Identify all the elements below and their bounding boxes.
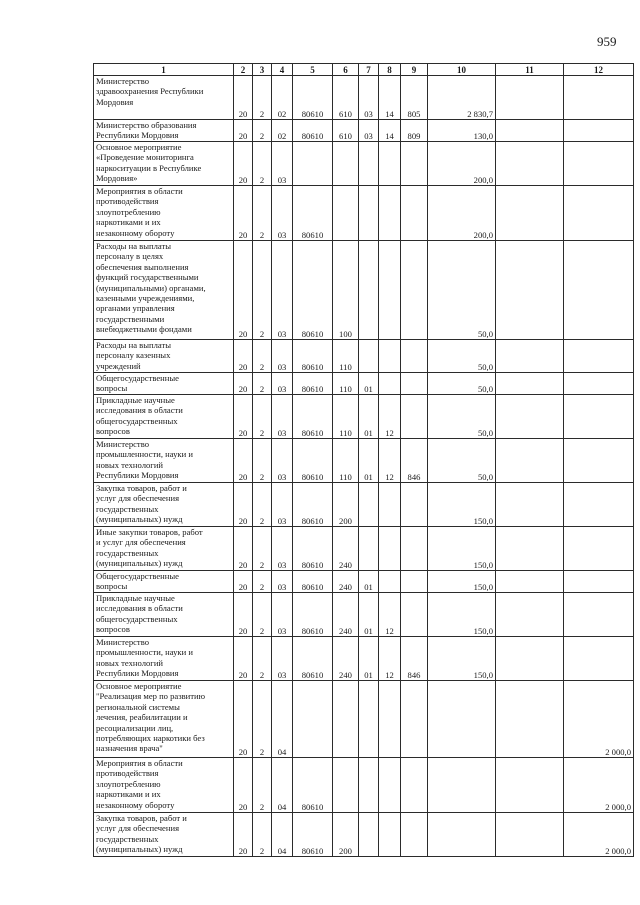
code-cell: 80610 (293, 186, 333, 241)
amount-cell (496, 527, 564, 571)
code-cell (401, 571, 428, 593)
code-cell (379, 758, 401, 813)
code-cell (379, 681, 401, 758)
code-cell (401, 186, 428, 241)
code-cell: 80610 (293, 120, 333, 142)
amount-cell (564, 142, 634, 186)
budget-table (93, 63, 634, 857)
code-cell: 03 (272, 593, 293, 637)
row-name-cell: Мероприятия в области противодействия злоупотреблению наркотиками и их незаконному обороту (94, 758, 234, 813)
code-cell: 20 (234, 439, 253, 483)
code-cell: 01 (359, 593, 379, 637)
code-cell (359, 241, 379, 340)
code-cell: 01 (359, 439, 379, 483)
code-cell: 03 (359, 76, 379, 120)
code-cell (401, 241, 428, 340)
table-row (94, 527, 634, 571)
code-cell (401, 142, 428, 186)
code-cell: 04 (272, 758, 293, 813)
code-cell (379, 373, 401, 395)
amount-cell (428, 758, 496, 813)
code-cell: 14 (379, 76, 401, 120)
row-name-cell: Основное мероприятие «Проведение мониторинга наркоситуации в Республике Мордовия» (94, 142, 234, 186)
code-cell (401, 758, 428, 813)
code-cell: 805 (401, 76, 428, 120)
table-header-row (94, 64, 634, 76)
code-cell: 2 (253, 439, 272, 483)
amount-cell (564, 373, 634, 395)
code-cell: 80610 (293, 76, 333, 120)
code-cell: 20 (234, 340, 253, 373)
table-row (94, 76, 634, 120)
code-cell: 846 (401, 439, 428, 483)
code-cell (359, 142, 379, 186)
code-cell: 20 (234, 637, 253, 681)
code-cell: 20 (234, 593, 253, 637)
code-cell (333, 758, 359, 813)
code-cell: 2 (253, 593, 272, 637)
code-cell: 03 (272, 395, 293, 439)
amount-cell (496, 142, 564, 186)
page-number: 959 (597, 34, 617, 49)
amount-cell (496, 373, 564, 395)
amount-cell (428, 813, 496, 857)
code-cell (401, 527, 428, 571)
column-header-11: 11 (496, 64, 564, 76)
column-header-3: 3 (253, 64, 272, 76)
code-cell (333, 681, 359, 758)
code-cell: 02 (272, 76, 293, 120)
code-cell: 01 (359, 571, 379, 593)
amount-cell: 150,0 (428, 593, 496, 637)
amount-cell (564, 76, 634, 120)
row-name-cell: Закупка товаров, работ и услуг для обеспечения государственных (муниципальных) нужд (94, 483, 234, 527)
code-cell (379, 241, 401, 340)
amount-cell (564, 483, 634, 527)
row-name-cell: Министерство промышленности, науки и новых технологий Республики Мордовия (94, 637, 234, 681)
code-cell: 110 (333, 373, 359, 395)
code-cell (401, 373, 428, 395)
code-cell: 80610 (293, 373, 333, 395)
code-cell: 20 (234, 395, 253, 439)
code-cell: 240 (333, 571, 359, 593)
amount-cell (564, 395, 634, 439)
row-name-cell: Общегосударственные вопросы (94, 373, 234, 395)
row-name-cell: Основное мероприятие "Реализация мер по развитию региональной системы лечения, реабилитации и ресоциализации лиц, потребляющих наркотики без назначения врача" (94, 681, 234, 758)
amount-cell (564, 241, 634, 340)
code-cell: 14 (379, 120, 401, 142)
amount-cell (564, 186, 634, 241)
row-name-cell: Общегосударственные вопросы (94, 571, 234, 593)
code-cell (359, 813, 379, 857)
code-cell: 2 (253, 241, 272, 340)
column-header-7: 7 (359, 64, 379, 76)
amount-cell (496, 681, 564, 758)
code-cell: 03 (272, 439, 293, 483)
code-cell: 20 (234, 241, 253, 340)
code-cell: 2 (253, 681, 272, 758)
code-cell: 20 (234, 681, 253, 758)
code-cell (401, 340, 428, 373)
amount-cell: 150,0 (428, 571, 496, 593)
code-cell: 20 (234, 373, 253, 395)
amount-cell: 200,0 (428, 142, 496, 186)
code-cell (401, 593, 428, 637)
code-cell: 80610 (293, 571, 333, 593)
code-cell: 02 (272, 120, 293, 142)
code-cell: 80610 (293, 527, 333, 571)
table-row (94, 120, 634, 142)
code-cell (401, 813, 428, 857)
table-row (94, 681, 634, 758)
column-header-2: 2 (234, 64, 253, 76)
code-cell: 2 (253, 142, 272, 186)
code-cell (401, 483, 428, 527)
row-name-cell: Прикладные научные исследования в области общегосударственных вопросов (94, 395, 234, 439)
code-cell: 20 (234, 76, 253, 120)
table-row (94, 758, 634, 813)
code-cell: 2 (253, 373, 272, 395)
table-row (94, 813, 634, 857)
code-cell (359, 186, 379, 241)
code-cell: 03 (272, 637, 293, 681)
amount-cell: 50,0 (428, 439, 496, 483)
amount-cell (496, 439, 564, 483)
amount-cell: 2 000,0 (564, 681, 634, 758)
amount-cell (428, 681, 496, 758)
code-cell (359, 681, 379, 758)
amount-cell (564, 527, 634, 571)
code-cell: 20 (234, 527, 253, 571)
table-row (94, 593, 634, 637)
row-name-cell: Иные закупки товаров, работ и услуг для обеспечения государственных (муниципальных) нужд (94, 527, 234, 571)
amount-cell (564, 593, 634, 637)
code-cell: 03 (272, 142, 293, 186)
code-cell (379, 571, 401, 593)
row-name-cell: Расходы на выплаты персоналу казенных учреждений (94, 340, 234, 373)
amount-cell: 150,0 (428, 483, 496, 527)
row-name-cell: Расходы на выплаты персоналу в целях обеспечения выполнения функций государственными (муниципальными) органами, казенными учреждениями, органами управления государственными внебюджетными фондами (94, 241, 234, 340)
code-cell: 20 (234, 186, 253, 241)
row-name-cell: Мероприятия в области противодействия злоупотреблению наркотиками и их незаконному обороту (94, 186, 234, 241)
amount-cell: 150,0 (428, 637, 496, 681)
code-cell: 03 (272, 373, 293, 395)
code-cell: 2 (253, 186, 272, 241)
code-cell: 200 (333, 813, 359, 857)
code-cell (333, 186, 359, 241)
code-cell: 2 (253, 637, 272, 681)
code-cell: 2 (253, 76, 272, 120)
code-cell (359, 758, 379, 813)
code-cell (293, 681, 333, 758)
code-cell (401, 395, 428, 439)
code-cell: 610 (333, 76, 359, 120)
code-cell: 610 (333, 120, 359, 142)
amount-cell (564, 439, 634, 483)
column-header-12: 12 (564, 64, 634, 76)
code-cell (401, 681, 428, 758)
code-cell: 240 (333, 527, 359, 571)
amount-cell (496, 395, 564, 439)
amount-cell: 50,0 (428, 241, 496, 340)
amount-cell: 2 000,0 (564, 758, 634, 813)
code-cell: 200 (333, 483, 359, 527)
code-cell: 01 (359, 373, 379, 395)
table-row (94, 483, 634, 527)
code-cell: 80610 (293, 241, 333, 340)
code-cell: 03 (359, 120, 379, 142)
code-cell: 2 (253, 758, 272, 813)
amount-cell (564, 637, 634, 681)
code-cell: 80610 (293, 593, 333, 637)
code-cell (359, 483, 379, 527)
table-row (94, 637, 634, 681)
amount-cell (496, 241, 564, 340)
code-cell: 80610 (293, 483, 333, 527)
amount-cell (564, 571, 634, 593)
code-cell: 20 (234, 813, 253, 857)
amount-cell (496, 758, 564, 813)
table-row (94, 186, 634, 241)
amount-cell: 130,0 (428, 120, 496, 142)
code-cell: 12 (379, 637, 401, 681)
code-cell: 20 (234, 758, 253, 813)
code-cell (293, 142, 333, 186)
code-cell: 2 (253, 527, 272, 571)
code-cell: 80610 (293, 758, 333, 813)
column-header-4: 4 (272, 64, 293, 76)
column-header-1: 1 (94, 64, 234, 76)
amount-cell: 50,0 (428, 373, 496, 395)
code-cell: 80610 (293, 637, 333, 681)
code-cell: 01 (359, 637, 379, 681)
code-cell: 110 (333, 439, 359, 483)
code-cell: 2 (253, 120, 272, 142)
amount-cell (496, 76, 564, 120)
code-cell: 2 (253, 813, 272, 857)
code-cell: 03 (272, 571, 293, 593)
code-cell: 110 (333, 340, 359, 373)
code-cell: 846 (401, 637, 428, 681)
code-cell (379, 340, 401, 373)
code-cell: 110 (333, 395, 359, 439)
amount-cell: 50,0 (428, 340, 496, 373)
amount-cell (564, 340, 634, 373)
code-cell: 2 (253, 571, 272, 593)
amount-cell (496, 340, 564, 373)
table-row (94, 241, 634, 340)
code-cell (333, 142, 359, 186)
code-cell: 12 (379, 395, 401, 439)
table-row (94, 395, 634, 439)
code-cell (379, 483, 401, 527)
code-cell: 12 (379, 593, 401, 637)
amount-cell (496, 120, 564, 142)
code-cell: 240 (333, 637, 359, 681)
code-cell: 03 (272, 527, 293, 571)
table-row (94, 571, 634, 593)
code-cell (379, 813, 401, 857)
code-cell: 04 (272, 813, 293, 857)
code-cell: 20 (234, 120, 253, 142)
code-cell (379, 142, 401, 186)
amount-cell (496, 571, 564, 593)
amount-cell (496, 813, 564, 857)
code-cell: 20 (234, 142, 253, 186)
amount-cell: 150,0 (428, 527, 496, 571)
code-cell: 12 (379, 439, 401, 483)
code-cell: 04 (272, 681, 293, 758)
code-cell: 03 (272, 483, 293, 527)
code-cell: 03 (272, 241, 293, 340)
amount-cell (496, 483, 564, 527)
table-row (94, 439, 634, 483)
row-name-cell: Министерство образования Республики Мордовия (94, 120, 234, 142)
code-cell: 80610 (293, 813, 333, 857)
code-cell (359, 340, 379, 373)
row-name-cell: Министерство здравоохранения Республики Мордовия (94, 76, 234, 120)
code-cell: 01 (359, 395, 379, 439)
code-cell (359, 527, 379, 571)
code-cell: 240 (333, 593, 359, 637)
table-row (94, 142, 634, 186)
code-cell (379, 186, 401, 241)
amount-cell (496, 593, 564, 637)
code-cell: 20 (234, 571, 253, 593)
row-name-cell: Министерство промышленности, науки и новых технологий Республики Мордовия (94, 439, 234, 483)
amount-cell: 2 830,7 (428, 76, 496, 120)
row-name-cell: Прикладные научные исследования в области общегосударственных вопросов (94, 593, 234, 637)
amount-cell (564, 120, 634, 142)
amount-cell: 50,0 (428, 395, 496, 439)
code-cell: 809 (401, 120, 428, 142)
code-cell: 03 (272, 186, 293, 241)
code-cell: 20 (234, 483, 253, 527)
amount-cell (496, 637, 564, 681)
amount-cell: 200,0 (428, 186, 496, 241)
code-cell: 80610 (293, 340, 333, 373)
code-cell: 80610 (293, 395, 333, 439)
code-cell (379, 527, 401, 571)
code-cell: 2 (253, 340, 272, 373)
code-cell: 80610 (293, 439, 333, 483)
amount-cell: 2 000,0 (564, 813, 634, 857)
row-name-cell: Закупка товаров, работ и услуг для обеспечения государственных (муниципальных) нужд (94, 813, 234, 857)
column-header-8: 8 (379, 64, 401, 76)
amount-cell (496, 186, 564, 241)
code-cell: 100 (333, 241, 359, 340)
column-header-10: 10 (428, 64, 496, 76)
table-row (94, 373, 634, 395)
code-cell: 2 (253, 483, 272, 527)
code-cell: 2 (253, 395, 272, 439)
column-header-9: 9 (401, 64, 428, 76)
column-header-5: 5 (293, 64, 333, 76)
table-row (94, 340, 634, 373)
column-header-6: 6 (333, 64, 359, 76)
code-cell: 03 (272, 340, 293, 373)
